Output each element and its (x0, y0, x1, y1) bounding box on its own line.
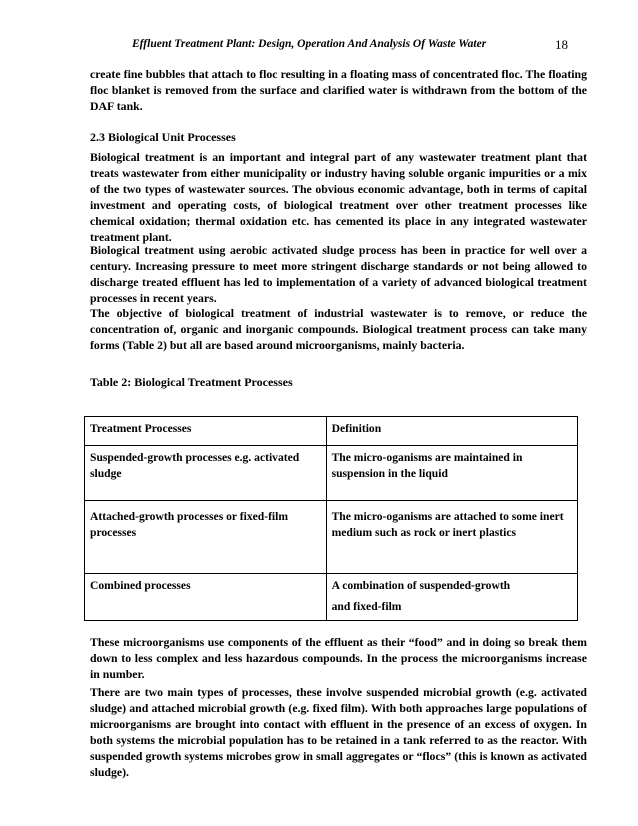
paragraph-history: Biological treatment using aerobic activated sludge process has been in practice for well over a century. Increasing pressure to meet more stringent discharge standards or not being allowed to discharge treated effluent has led to implementation of a variety of advanced biological treatment processes in recent years. (90, 243, 587, 305)
section-heading: 2.3 Biological Unit Processes (90, 130, 236, 144)
header-title: Effluent Treatment Plant: Design, Operation And Analysis Of Waste Water (132, 38, 487, 50)
table-cell: Suspended-growth processes e.g. activated sludge (85, 446, 327, 501)
paragraph-process-types: There are two main types of processes, these involve suspended microbial growth (e.g. activated sludge) and attached microbial growth (e.g. fixed film). With both approaches large populations of microorganisms are brought into contact with effluent in the presence of an excess of oxygen. In both systems the microbial population has to be retained in a tank referred to as the reactor. With suspended growth systems microbes grow in small aggregates or “flocs” (this is known as activated sludge). (90, 685, 587, 779)
table-cell (326, 574, 577, 621)
table-cell: Attached-growth processes or fixed-film processes (85, 501, 327, 574)
biological-processes-table (84, 416, 578, 621)
running-header (88, 38, 588, 58)
table-row (85, 501, 578, 574)
table-cell-line: and fixed-film (331, 600, 402, 613)
table-row (85, 446, 578, 501)
table-caption: Table 2: Biological Treatment Processes (90, 375, 293, 389)
table-row (85, 574, 578, 621)
table-header-cell: Treatment Processes (85, 417, 327, 446)
paragraph-intro: Biological treatment is an important and integral part of any wastewater treatment plant that treats wastewater from either municipality or industry having soluble organic impurities or a mix of the two types of wastewater sources. The obvious economic advantage, both in terms of capital investment and operating costs, of biological treatment over other treatment processes like chemical oxidation; thermal oxidation etc. has cemented its place in any integrated wastewater treatment plant. (90, 150, 587, 244)
page-number: 18 (555, 37, 568, 52)
table-cell-line: A combination of suspended-growth (331, 579, 511, 592)
table-cell: Combined processes (85, 574, 327, 621)
table-cell: The micro-oganisms are attached to some inert medium such as rock or inert plastics (326, 501, 577, 574)
paragraph-objective: The objective of biological treatment of industrial wastewater is to remove, or reduce the concentration of, organic and inorganic compounds. Biological treatment process can take many forms (Table 2) but all are based around microorganisms, mainly bacteria. (90, 306, 587, 352)
paragraph-microorganisms: These microorganisms use components of the effluent as their “food” and in doing so break them down to less complex and less hazardous compounds. In the process the microorganisms increase in number. (90, 635, 587, 681)
table-header-cell: Definition (326, 417, 577, 446)
paragraph-daf: create fine bubbles that attach to floc resulting in a floating mass of concentrated floc. The floating floc blanket is removed from the surface and clarified water is withdrawn from the bottom of the DAF tank. (90, 67, 587, 113)
table-cell: The micro-oganisms are maintained in suspension in the liquid (326, 446, 577, 501)
table-header-row (85, 417, 578, 446)
